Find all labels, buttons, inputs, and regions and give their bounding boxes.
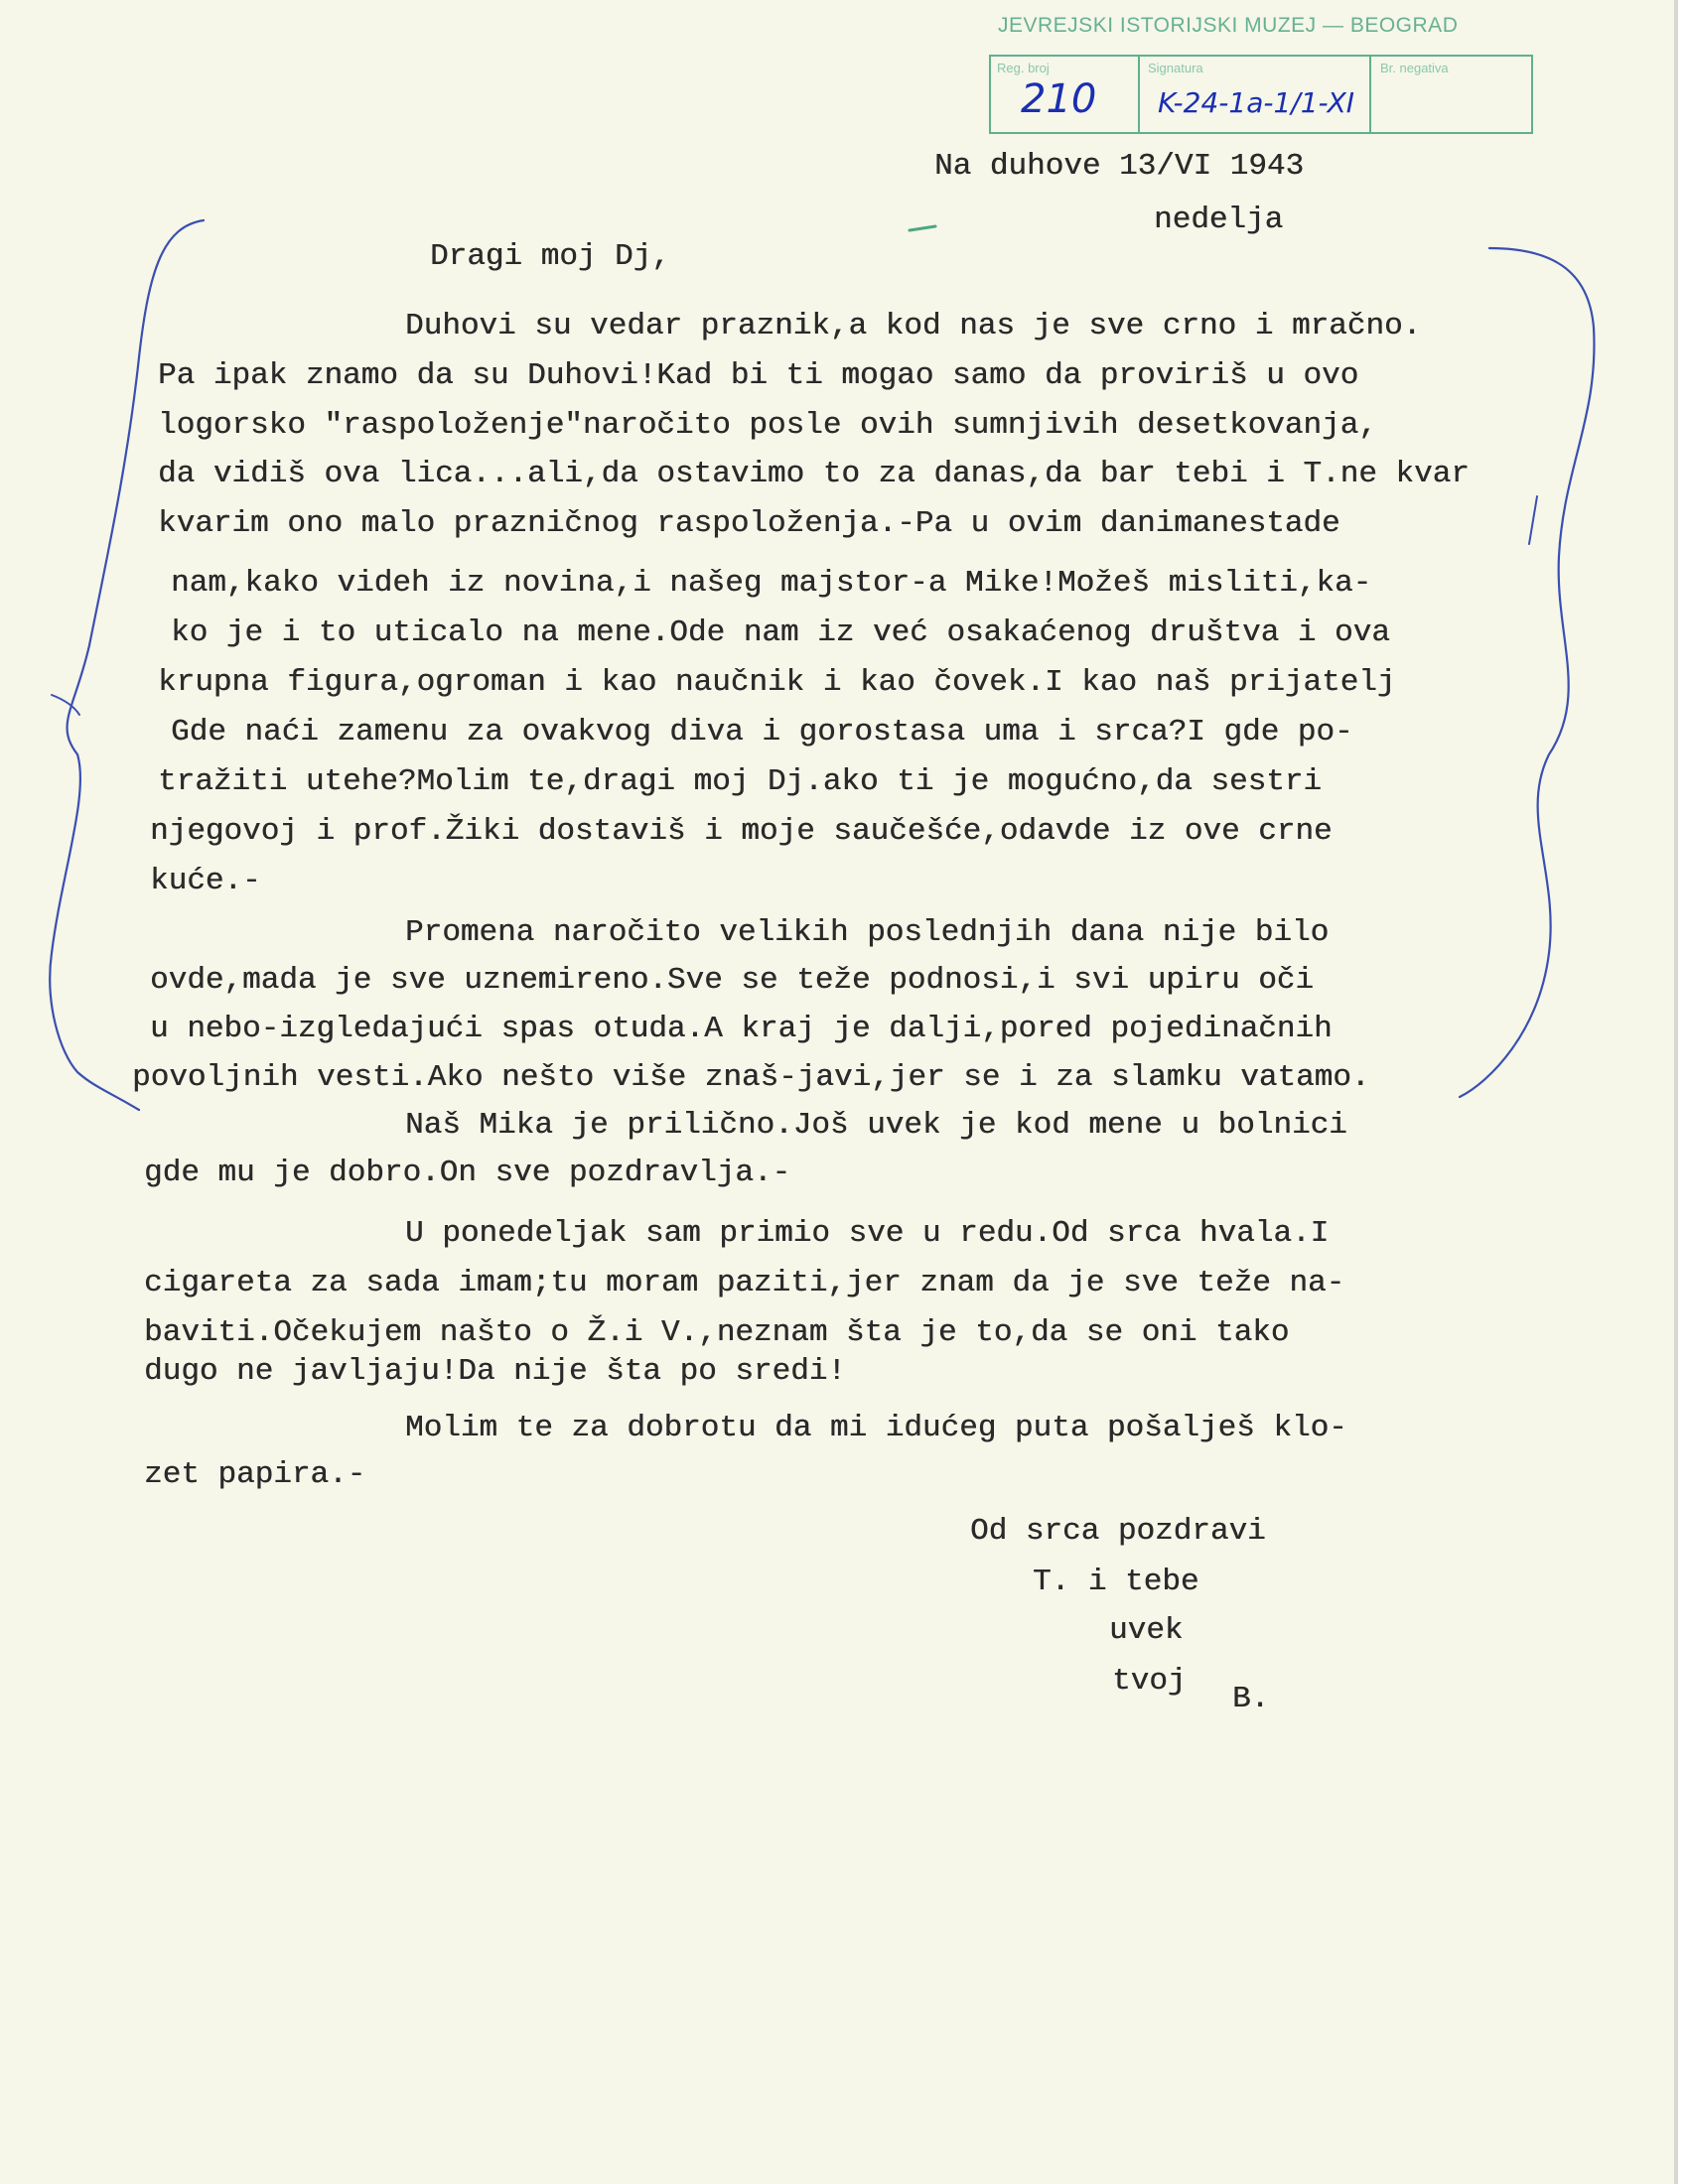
body-line: kuće.- (150, 864, 261, 898)
letter-date: Na duhove 13/VI 1943 (934, 149, 1305, 184)
body-line: nam,kako videh iz novina,i našeg majstor-a Mike!Možeš misliti,ka- (171, 566, 1372, 601)
body-line: gde mu je dobro.On sve pozdravlja.- (144, 1156, 791, 1190)
body-line: Pa ipak znamo da su Duhovi!Kad bi ti mogao samo da proviriš u ovo (158, 358, 1359, 393)
body-line: Gde naći zamenu za ovakvog diva i gorostasa uma i srca?I gde po- (171, 715, 1353, 750)
closing-line: T. i tebe (1033, 1565, 1199, 1599)
body-line: kvarim ono malo prazničnog raspoloženja.-Pa u ovim danimanestade (158, 506, 1340, 541)
closing-line: Od srca pozdravi (970, 1514, 1266, 1549)
closing-line: tvoj (1112, 1664, 1187, 1699)
green-ink-mark (910, 226, 935, 230)
body-line: Molim te za dobrotu da mi idućeg puta pošalješ klo- (405, 1411, 1347, 1445)
body-line: Duhovi su vedar praznik,a kod nas je sve crno i mračno. (405, 309, 1422, 343)
stamp-label-signature: Signatura (1148, 61, 1203, 75)
body-line: ko je i to uticalo na mene.Ode nam iz već osakaćenog društva i ova (171, 615, 1390, 650)
museum-stamp-header: JEVREJSKI ISTORIJSKI MUZEJ — BEOGRAD (998, 14, 1459, 37)
stamp-signature-number: K-24-1a-1/1-XI (1158, 86, 1355, 119)
body-line: baviti.Očekujem našto o Ž.i V.,neznam šta je to,da se oni tako (144, 1315, 1290, 1350)
body-line: zet papira.- (144, 1457, 366, 1492)
stamp-label-reg: Reg. broj (997, 61, 1050, 75)
body-line: njegovoj i prof.Žiki dostaviš i moje saučešće,odavde iz ove crne (150, 814, 1333, 849)
stamp-label-negative: Br. negativa (1380, 61, 1449, 75)
right-ink-bracket (1460, 248, 1594, 1097)
ink-caret (1529, 496, 1537, 544)
closing-line: uvek (1109, 1613, 1184, 1648)
body-line: cigareta za sada imam;tu moram paziti,jer znam da je sve teže na- (144, 1266, 1345, 1300)
left-ink-bracket (50, 220, 204, 1110)
letter-signature: B. (1232, 1682, 1270, 1716)
body-line: Promena naročito velikih poslednjih dana nije bilo (405, 915, 1330, 950)
body-line: da vidiš ova lica...ali,da ostavimo to za danas,da bar tebi i T.ne kvar (158, 457, 1470, 491)
body-line: dugo ne javljaju!Da nije šta po sredi! (144, 1354, 846, 1389)
body-line: tražiti utehe?Molim te,dragi moj Dj.ako ti je mogućno,da sestri (158, 764, 1322, 799)
page-edge (1678, 0, 1688, 2184)
body-line: Naš Mika je prilično.Još uvek je kod mene u bolnici (405, 1108, 1347, 1143)
letter-weekday: nedelja (1154, 203, 1284, 237)
body-line: povoljnih vesti.Ako nešto više znaš-javi,jer se i za slamku vatamo. (132, 1060, 1370, 1095)
body-line: krupna figura,ogroman i kao naučnik i kao čovek.I kao naš prijatelj (158, 665, 1396, 700)
stamp-reg-number: 210 (1021, 76, 1097, 122)
body-line: u nebo-izgledajući spas otuda.A kraj je dalji,pored pojedinačnih (150, 1012, 1333, 1046)
body-line: logorsko "raspoloženje"naročito posle ovih sumnjivih desetkovanja, (158, 408, 1377, 443)
body-line: ovde,mada je sve uznemireno.Sve se teže podnosi,i svi upiru oči (150, 963, 1314, 998)
left-ink-mark (52, 695, 79, 715)
letter-salutation: Dragi moj Dj, (430, 239, 670, 274)
body-line: U ponedeljak sam primio sve u redu.Od srca hvala.I (405, 1216, 1330, 1251)
